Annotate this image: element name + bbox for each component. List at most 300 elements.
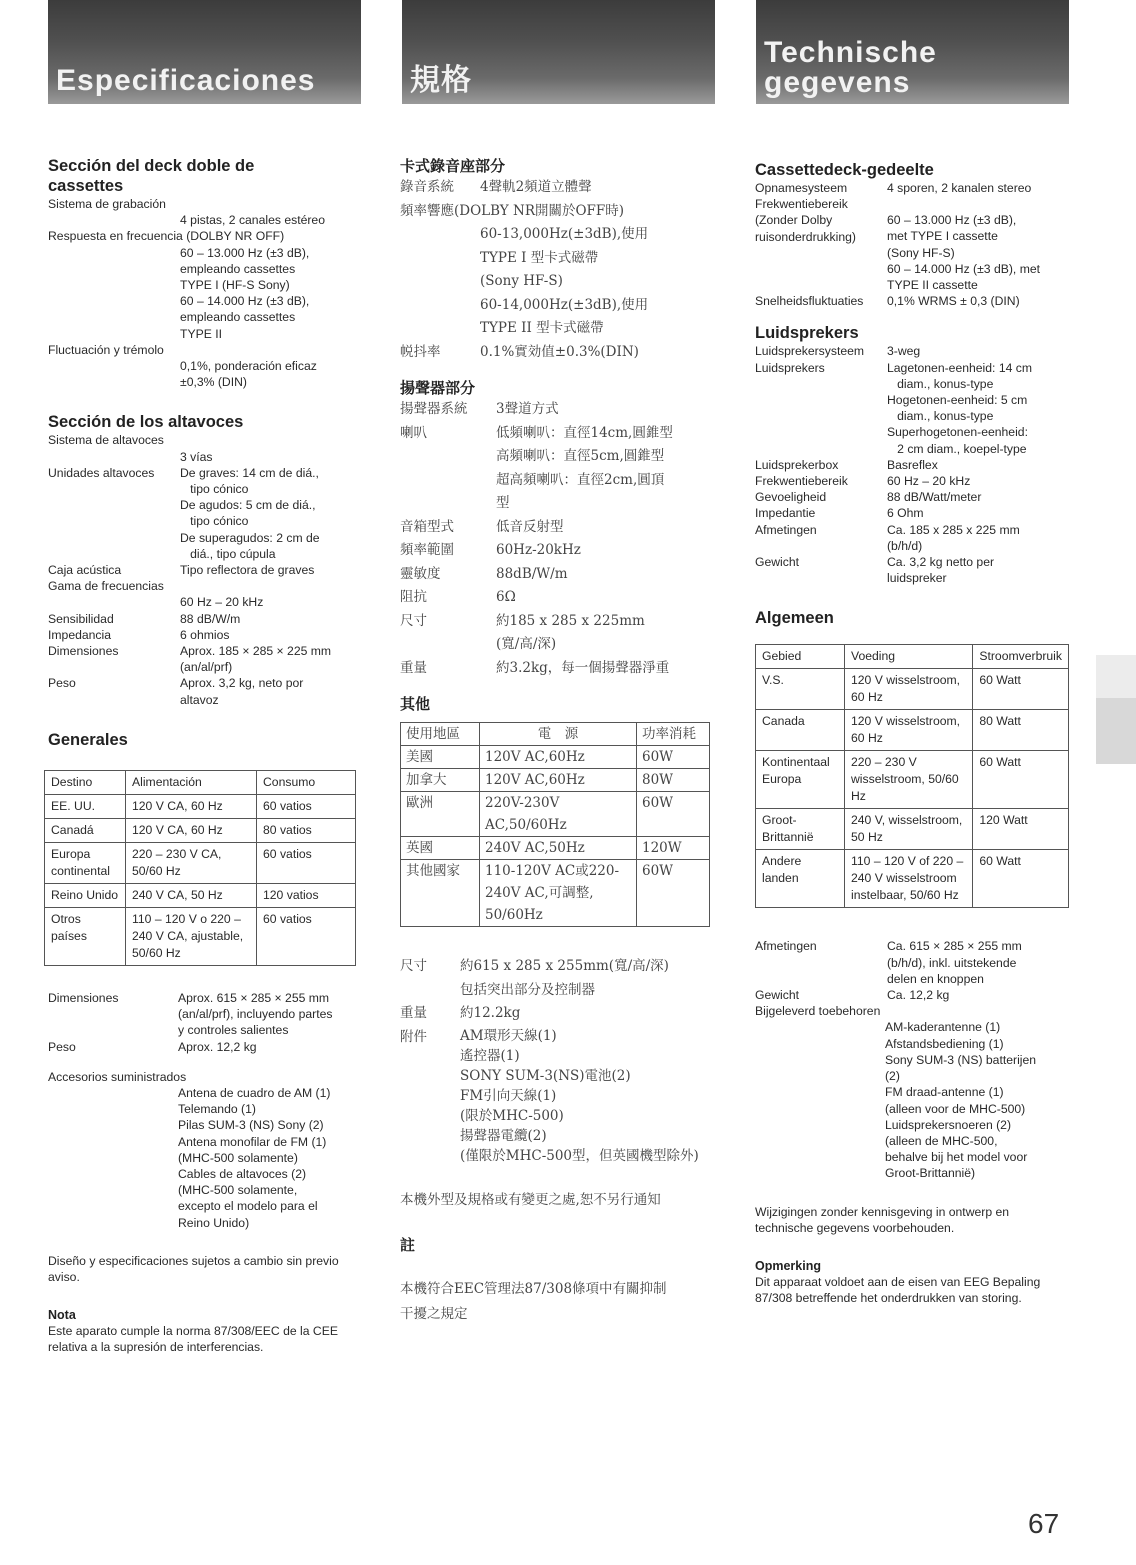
es-table-cell: Otros países <box>45 907 126 965</box>
spec-label: Unidades altavoces <box>48 465 155 480</box>
nl-table-cell: 120 Watt <box>973 809 1069 850</box>
spec-row <box>400 516 720 540</box>
nl-acc-item: Groot-Brittannië) <box>885 1166 976 1181</box>
spec-value-line: luidspreker <box>887 571 947 586</box>
spec-label: Dimensiones <box>48 644 119 659</box>
zh-horn-label: 喇叭 <box>400 424 427 441</box>
spec-value-line: TYPE II <box>180 326 222 341</box>
spec-value <box>496 516 720 540</box>
es-gen-title: Generales <box>48 730 128 749</box>
spec-label: Luidsprekers <box>755 360 825 375</box>
spec-label: 尺寸 <box>400 612 427 629</box>
zh-acc-item: (限於MHC-500) <box>460 1107 564 1124</box>
nl-gen-specs <box>755 938 1067 1003</box>
zh-spk-system-value: 3聲道方式 <box>496 401 559 417</box>
spec-value-line: 60 – 13.000 Hz (±3 dB), <box>180 245 310 260</box>
es-th-destino: Destino <box>45 770 126 794</box>
zh-weight-value: 約12.2kg <box>460 1005 521 1021</box>
zh-dim-row <box>400 955 720 1002</box>
zh-horn-line: 高頻喇叭：直徑5cm,圓錐型 <box>496 448 665 464</box>
es-table-cell: 60 vatios <box>257 842 356 883</box>
spec-value <box>180 643 358 675</box>
zh-dim-line: 約615 x 285 x 255mm(寬/高/深) <box>460 958 669 974</box>
zh-weight-label: 重量 <box>400 1005 427 1021</box>
zh-notice: 本機外型及規格或有變更之處,恕不另行通知 <box>400 1191 661 1208</box>
spec-label: Afmetingen <box>755 939 817 954</box>
spec-value-line: De superagudos: 2 cm de <box>180 530 320 545</box>
edge-tab <box>1096 698 1136 764</box>
spec-row <box>755 522 1067 554</box>
spec-value-line: 6 ohmios <box>180 627 230 642</box>
edge-tab-light <box>1096 655 1136 698</box>
spec-row <box>400 610 720 657</box>
spec-value-line: 60Hz-20kHz <box>496 542 581 558</box>
es-power-table <box>44 770 356 966</box>
nl-acc-item: Luidsprekersnoeren (2) <box>885 1117 1012 1132</box>
zh-acc-item: (僅限於MHC-500型，但英國機型除外) <box>460 1147 699 1164</box>
es-table-cell: Europa continental <box>45 842 126 883</box>
zh-dim-line: 包括突出部分及控制器 <box>460 981 595 998</box>
zh-acc-row <box>400 1026 720 1166</box>
spec-value-line: De agudos: 5 cm de diá., <box>180 498 316 513</box>
zh-spk-specs <box>400 516 720 681</box>
zh-acc-item: AM環形天線(1) <box>460 1027 557 1044</box>
zh-spk-system-label: 揚聲器系統 <box>400 401 468 417</box>
zh-freq-values <box>400 223 720 341</box>
es-table-row <box>45 842 356 883</box>
zh-table-cell: 120W <box>637 837 710 860</box>
header-band-es <box>48 0 361 104</box>
header-band-zh <box>402 0 715 104</box>
zh-dim-label: 尺寸 <box>400 958 427 974</box>
spec-value <box>496 657 720 681</box>
spec-value-line: altavoz <box>180 692 219 707</box>
nl-deck-title: Cassettedeck-gedeelte <box>755 161 934 179</box>
spec-label: 音箱型式 <box>400 518 454 535</box>
zh-table-cell: 60W <box>637 746 710 769</box>
zh-table-cell: 60W <box>637 860 710 927</box>
spec-value <box>496 610 720 657</box>
spec-row <box>48 465 358 562</box>
spec-value-line: TYPE I (HF-S Sony) <box>180 278 290 293</box>
section-header-nl: Technische gegevens <box>764 36 937 99</box>
zh-acc-label: 附件 <box>400 1028 427 1045</box>
zh-table-row <box>401 769 710 792</box>
nl-table-cell: 220 – 230 V wisselstroom, 50/60 Hz <box>845 751 973 809</box>
spec-value-line: diam., konus-type <box>887 409 994 424</box>
spec-label: 阻抗 <box>400 589 427 605</box>
spec-row <box>755 457 1067 473</box>
spec-row <box>755 489 1067 505</box>
zh-freq-line: TYPE I 型卡式磁帶 <box>480 249 599 266</box>
es-table-row <box>45 907 356 965</box>
spec-row <box>400 657 720 681</box>
nl-table-cell: 110 – 120 V of 220 – 240 V wisselstroom instelbaar, 50/60 Hz <box>845 850 973 908</box>
spec-label: Frekwentiebereik (Zonder Dolby ruisonderdrukking) <box>755 197 856 244</box>
zh-table-cell: 110-120V AC或220-240V AC,可調整, 50/60Hz <box>480 860 637 927</box>
nl-acc-item: AM-kaderantenne (1) <box>885 1020 1001 1035</box>
column-nl <box>755 160 1067 1306</box>
nl-acc-label: Bijgeleverd toebehoren <box>755 1004 881 1019</box>
nl-acc-item: (alleen voor de MHC-500) <box>885 1101 1026 1116</box>
nl-acc-item: (2) <box>885 1069 900 1084</box>
zh-horn-line: 低頻喇叭：直徑14cm,圓錐型 <box>496 424 673 441</box>
spec-value-line: (an/al/prf), incluyendo partes <box>178 1007 333 1022</box>
nl-acc-list <box>755 1019 1067 1181</box>
nl-power-table <box>755 644 1069 908</box>
spec-value-line: tipo cónico <box>180 482 249 497</box>
section-header-es: Especificaciones <box>56 64 316 97</box>
zh-acc-list <box>460 1026 720 1166</box>
zh-table-cell: 60W <box>637 792 710 837</box>
spec-row <box>400 563 720 587</box>
spec-row <box>48 643 358 675</box>
spec-label: Impedantie <box>755 506 816 521</box>
es-table-cell: 120 V CA, 60 Hz <box>126 818 257 842</box>
spec-value <box>887 180 1067 196</box>
spec-value <box>496 563 720 587</box>
es-table-cell: 60 vatios <box>257 907 356 965</box>
zh-horn-line: 型 <box>496 495 510 511</box>
zh-wow-row <box>400 341 720 365</box>
zh-acc-item: SONY SUM-3(NS)電池(2) <box>460 1067 631 1084</box>
zh-rec-row <box>400 176 720 200</box>
spec-label: Peso <box>48 1039 76 1054</box>
nl-acc-item: Sony SUM-3 (NS) batterijen <box>885 1052 1037 1067</box>
spec-label: Luidsprekersysteem <box>755 344 865 359</box>
spec-value-line: Superhogetonen-eenheid: <box>887 425 1028 440</box>
nl-table-row <box>756 669 1069 710</box>
nl-table-cell: 120 V wisselstroom, 60 Hz <box>845 669 973 710</box>
spec-value-line: TYPE II cassette <box>887 278 978 293</box>
nl-table-row <box>756 850 1069 908</box>
zh-freq-line: (Sony HF-S) <box>480 273 563 289</box>
spec-value <box>887 489 1067 505</box>
nl-spk-specs <box>755 343 1067 586</box>
es-nota-title: Nota <box>48 1308 76 1323</box>
zh-table-row <box>401 792 710 837</box>
spec-value-line: diam., konus-type <box>887 376 994 391</box>
spec-value-line: 2 cm diam., koepel-type <box>887 441 1027 456</box>
es-th-consumo: Consumo <box>257 770 356 794</box>
spec-value <box>48 245 358 342</box>
spec-value <box>887 457 1067 473</box>
spec-value <box>496 586 720 610</box>
spec-row <box>48 1039 358 1055</box>
zh-table-row <box>401 746 710 769</box>
zh-table-cell: 120V AC,60Hz <box>480 746 637 769</box>
spec-row <box>755 554 1067 586</box>
spec-value-line: met TYPE I cassette <box>887 229 998 244</box>
nl-acc-item: FM draad-antenne (1) <box>885 1085 1004 1100</box>
nl-table-cell: Canada <box>756 710 845 751</box>
spec-value <box>48 358 358 390</box>
es-spk-title: Sección de los altavoces <box>48 413 244 432</box>
nl-table-cell: 60 Watt <box>973 669 1069 710</box>
spec-value <box>180 675 358 707</box>
nl-acc-item: Afstandsbediening (1) <box>885 1036 1004 1051</box>
zh-spk-system-row <box>400 398 720 422</box>
spec-value-line: Hogetonen-eenheid: 5 cm <box>887 393 1028 408</box>
es-deck-specs <box>48 196 358 390</box>
es-acc-item: Cables de altavoces (2) <box>178 1166 307 1181</box>
spec-row <box>755 180 1067 196</box>
spec-label: Gewicht <box>755 988 800 1003</box>
es-table-cell: 240 V CA, 50 Hz <box>126 883 257 907</box>
nl-table-cell: 80 Watt <box>973 710 1069 751</box>
spec-value-line: 60 – 13.000 Hz (±3 dB), <box>887 213 1017 228</box>
spec-label: Snelheidsfluktuaties <box>755 294 864 309</box>
spec-value-line: 60 – 14.000 Hz (±3 dB), met <box>887 261 1041 276</box>
spec-value-line: Tipo reflectora de graves <box>180 563 315 578</box>
zh-horn-row <box>400 422 720 516</box>
column-zh <box>400 156 720 1327</box>
header-band-nl <box>756 0 1069 104</box>
zh-table-cell: 80W <box>637 769 710 792</box>
spec-value <box>887 522 1067 554</box>
zh-th-region: 使用地區 <box>401 723 480 746</box>
zh-power-table <box>400 722 710 927</box>
spec-value-line: delen en knoppen <box>887 971 984 986</box>
zh-table-cell: 220V-230V AC,50/60Hz <box>480 792 637 837</box>
spec-row <box>48 675 358 707</box>
spec-label: Opnamesysteem <box>755 181 848 195</box>
spec-label: Frekwentiebereik <box>755 474 848 489</box>
nl-th-gebied: Gebied <box>756 645 845 669</box>
spec-label: Luidsprekerbox <box>755 457 839 472</box>
spec-value-line: (b/h/d) <box>887 538 923 553</box>
nl-table-cell: 240 V, wisselstroom, 50 Hz <box>845 809 973 850</box>
spec-value <box>180 465 358 562</box>
nl-gen-title: Algemeen <box>755 609 834 628</box>
zh-horn-line: 超高頻喇叭：直徑2cm,圓頂 <box>496 471 665 488</box>
spec-label: 重量 <box>400 659 427 676</box>
spec-value-line: (寬/高/深) <box>496 636 557 652</box>
zh-freq-line: 60-14,000Hz(±3dB),使用 <box>480 296 649 313</box>
column-es <box>48 156 358 1356</box>
zh-freq-line: TYPE II 型卡式磁帶 <box>480 320 604 336</box>
spec-value-line: 4 sporen, 2 kanalen stereo <box>887 181 1032 195</box>
zh-table-cell: 歐洲 <box>401 792 480 837</box>
nl-table-cell: 60 Watt <box>973 751 1069 809</box>
spec-label: Gama de frecuencias <box>48 579 164 594</box>
es-acc-label: Accesorios suministrados <box>48 1069 187 1084</box>
zh-rec-label: 錄音系統 <box>400 179 454 195</box>
spec-value-line: 低音反射型 <box>496 518 564 535</box>
es-table-cell: 110 – 120 V o 220 – 240 V CA, ajustable, 50/60 Hz <box>126 907 257 965</box>
spec-label: 靈敏度 <box>400 565 441 582</box>
spec-value <box>48 449 358 465</box>
spec-value-line: 約185 x 285 x 225mm <box>496 612 645 629</box>
spec-label: Peso <box>48 676 76 691</box>
spec-value-line: Ca. 185 x 285 x 225 mm <box>887 522 1020 537</box>
spec-value-line: empleando cassettes <box>180 310 296 325</box>
spec-row <box>48 562 358 578</box>
es-table-cell: 220 – 230 V CA, 50/60 Hz <box>126 842 257 883</box>
spec-value-line: Aprox. 3,2 kg, neto por <box>180 676 304 691</box>
spec-value-line: 約3.2kg，每一個揚聲器淨重 <box>496 659 670 676</box>
es-acc-item: (MHC-500 solamente) <box>178 1150 298 1165</box>
spec-row <box>400 539 720 563</box>
spec-label: Afmetingen <box>755 522 817 537</box>
zh-th-consumption: 功率消耗 <box>637 723 710 746</box>
spec-label: Sistema de altavoces <box>48 433 164 448</box>
spec-value <box>887 293 1067 309</box>
spec-value <box>887 360 1067 457</box>
spec-value <box>887 938 1067 987</box>
es-nota-text: Este aparato cumple la norma 87/308/EEC de la CEE relativa a la supresión de interferencias. <box>48 1324 338 1355</box>
spec-value-line: Ca. 615 × 285 × 255 mm <box>887 939 1022 954</box>
nl-spk-title: Luidsprekers <box>755 324 859 343</box>
spec-value-line: 4 pistas, 2 canales estéreo <box>180 213 325 228</box>
es-table-row <box>45 818 356 842</box>
spec-row <box>755 343 1067 359</box>
spec-row <box>48 627 358 643</box>
zh-acc-item: 遙控器(1) <box>460 1047 520 1064</box>
es-acc-item: Reino Unido) <box>178 1215 250 1230</box>
spec-label: Gevoeligheid <box>755 490 827 505</box>
es-table-row <box>45 883 356 907</box>
zh-table-cell: 240V AC,50Hz <box>480 837 637 860</box>
zh-table-cell: 其他國家 <box>401 860 480 927</box>
spec-row <box>48 611 358 627</box>
zh-freq-label: 頻率響應(DOLBY NR開關於OFF時) <box>400 202 625 219</box>
zh-wow-value: 0.1%實効值±0.3%(DIN) <box>480 343 639 360</box>
es-acc-item: Antena de cuadro de AM (1) <box>178 1085 331 1100</box>
nl-table-cell: Kontinentaal Europa <box>756 751 845 809</box>
spec-value <box>887 505 1067 521</box>
spec-value <box>180 627 358 643</box>
zh-acc-item: 揚聲器電纜(2) <box>460 1127 547 1144</box>
es-table-cell: Reino Unido <box>45 883 126 907</box>
nl-table-row <box>756 809 1069 850</box>
spec-row <box>400 586 720 610</box>
spec-label: Sensibilidad <box>48 611 114 626</box>
es-acc-item: Pilas SUM-3 (NS) Sony (2) <box>178 1118 324 1133</box>
spec-value-line: ±0,3% (DIN) <box>180 375 247 390</box>
zh-dim-values <box>460 955 720 1002</box>
nl-th-stroom: Stroomverbruik <box>973 645 1069 669</box>
es-acc-list <box>48 1085 358 1231</box>
nl-table-cell: Groot-Brittannië <box>756 809 845 850</box>
nl-table-row <box>756 710 1069 751</box>
es-spk-specs <box>48 432 358 707</box>
spec-value <box>180 611 358 627</box>
spec-label: Fluctuación y trémolo <box>48 342 164 357</box>
spec-value-line: 3-weg <box>887 344 921 359</box>
es-acc-item: Antena monofilar de FM (1) <box>178 1134 327 1149</box>
zh-table-cell: 120V AC,60Hz <box>480 769 637 792</box>
zh-table-row <box>401 837 710 860</box>
zh-wow-label: 帨抖率 <box>400 343 441 360</box>
spec-value <box>178 1039 358 1055</box>
zh-horn-values <box>496 422 720 516</box>
spec-row <box>755 473 1067 489</box>
spec-value-line: 88dB/W/m <box>496 565 568 582</box>
zh-acc-item: FM引向天線(1) <box>460 1087 557 1104</box>
zh-deck-title: 卡式錄音座部分 <box>400 157 506 175</box>
nl-table-cell: 60 Watt <box>973 850 1069 908</box>
zh-table-row <box>401 860 710 927</box>
spec-value-line: 60 Hz – 20 kHz <box>180 595 264 610</box>
es-table-cell: 60 vatios <box>257 794 356 818</box>
nl-table-cell: Andere landen <box>756 850 845 908</box>
nl-acc-item: (alleen de MHC-500, <box>885 1133 998 1148</box>
spec-value <box>887 987 1067 1003</box>
nl-acc-item: behalve bij het model voor <box>885 1150 1028 1165</box>
spec-value-line: 88 dB/Watt/meter <box>887 490 982 505</box>
spec-value-line: (b/h/d), inkl. uitstekende <box>887 955 1017 970</box>
nl-table-cell: 120 V wisselstroom, 60 Hz <box>845 710 973 751</box>
spec-row <box>755 938 1067 987</box>
es-table-cell: 80 vatios <box>257 818 356 842</box>
spec-value <box>178 990 358 1039</box>
spec-label: Sistema de grabación <box>48 197 166 211</box>
spec-value-line: Ca. 12,2 kg <box>887 988 950 1003</box>
spec-label: Caja acústica <box>48 563 122 578</box>
zh-spk-title: 揚聲器部分 <box>400 379 476 397</box>
spec-label: Gewicht <box>755 555 800 570</box>
spec-value-line: diá., tipo cúpula <box>180 546 276 561</box>
spec-value-line: De graves: 14 cm de diá., <box>180 465 319 480</box>
es-acc-item: (MHC-500 solamente, <box>178 1183 298 1198</box>
spec-row <box>755 987 1067 1003</box>
nl-note-text: Dit apparaat voldoet aan de eisen van EEG Bepaling 87/308 betreffende het onderdrukken van storing. <box>755 1274 1041 1306</box>
zh-th-power: 電 源 <box>480 723 637 746</box>
spec-value-line: 0,1% WRMS ± 0,3 (DIN) <box>887 294 1020 309</box>
es-acc-item: excepto el modelo para el <box>178 1199 318 1214</box>
zh-table-cell: 英國 <box>401 837 480 860</box>
zh-rec-value: 4聲軌2頻道立體聲 <box>480 179 592 195</box>
spec-value <box>180 562 358 578</box>
es-notice: Diseño y especificaciones sujetos a cambio sin previo aviso. <box>48 1253 339 1284</box>
spec-value <box>887 196 1067 293</box>
nl-notice: Wijzigingen zonder kennisgeving in ontwerp en technische gegevens voorbehouden. <box>755 1204 1010 1235</box>
spec-value-line: Aprox. 185 × 285 × 225 mm <box>180 644 332 659</box>
spec-label: Impedancia <box>48 627 112 642</box>
spec-value <box>887 554 1067 586</box>
zh-table-cell: 美國 <box>401 746 480 769</box>
es-table-row <box>45 794 356 818</box>
nl-th-voeding: Voeding <box>845 645 973 669</box>
nl-table-cell: V.S. <box>756 669 845 710</box>
spec-value <box>496 539 720 563</box>
spec-value-line: Lagetonen-eenheid: 14 cm <box>887 360 1033 375</box>
spec-value-line: Aprox. 12,2 kg <box>178 1039 257 1054</box>
section-header-zh: 規格 <box>410 63 472 98</box>
spec-value-line: 3 vías <box>180 449 213 464</box>
zh-other-title: 其他 <box>400 695 431 713</box>
spec-value <box>48 212 358 228</box>
zh-note-title: 註 <box>400 1235 416 1254</box>
nl-table-row <box>756 751 1069 809</box>
zh-weight-row <box>400 1002 720 1026</box>
spec-value-line: 6Ω <box>496 589 516 605</box>
es-table-cell: EE. UU. <box>45 794 126 818</box>
spec-row <box>755 196 1067 293</box>
spec-value-line: y controles salientes <box>178 1023 289 1038</box>
spec-row <box>755 360 1067 457</box>
es-th-alimentacion: Alimentación <box>126 770 257 794</box>
es-acc-item: Telemando (1) <box>178 1102 256 1117</box>
nl-deck-specs <box>755 180 1067 309</box>
es-table-cell: 120 vatios <box>257 883 356 907</box>
nl-note-title: Opmerking <box>755 1258 821 1273</box>
es-table-cell: Canadá <box>45 818 126 842</box>
zh-table-cell: 加拿大 <box>401 769 480 792</box>
spec-label: Dimensiones <box>48 990 119 1005</box>
es-deck-title: Sección del deck doble de cassettes <box>48 157 255 195</box>
